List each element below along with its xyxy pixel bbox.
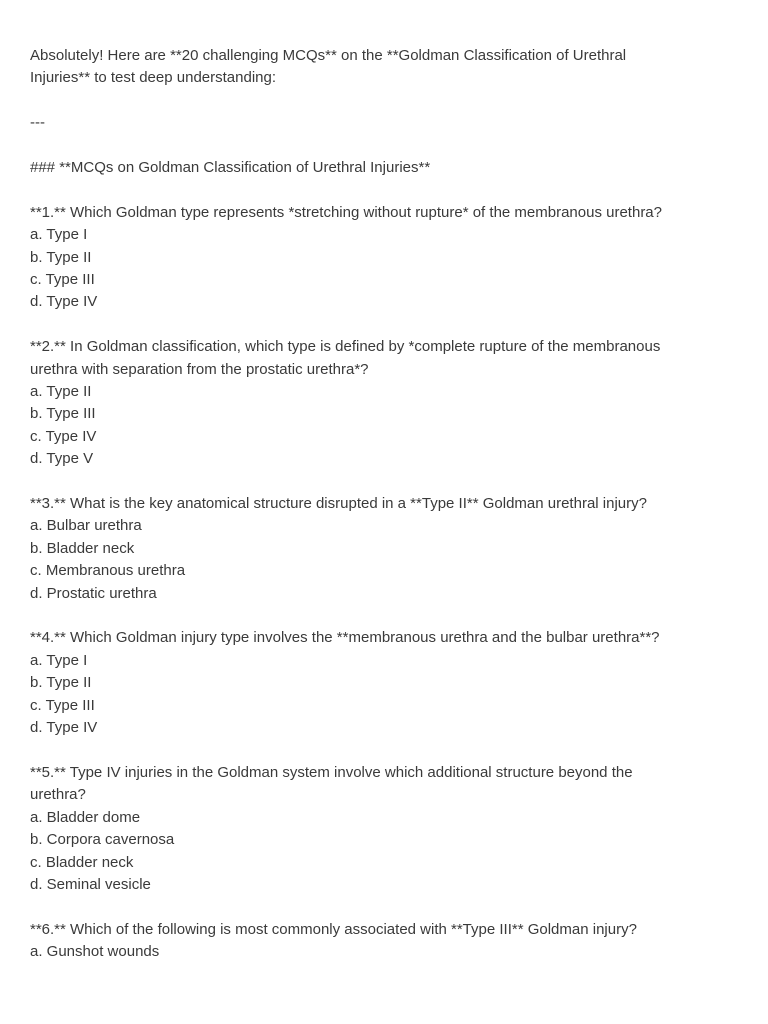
separator: --- (30, 114, 45, 132)
answer-option: c. Type IV (30, 427, 97, 445)
answer-option: a. Type I (30, 226, 88, 244)
intro-text: Injuries** to test deep understanding: (30, 69, 276, 87)
answer-option: c. Type III (30, 271, 95, 289)
answer-option: d. Seminal vesicle (30, 875, 151, 893)
question-text: **3.** What is the key anatomical structure disrupted in a **Type II** Goldman urethral injury? (30, 495, 647, 513)
question-block (30, 493, 742, 605)
answer-option: a. Bladder dome (30, 808, 141, 826)
answer-option: b. Corpora cavernosa (30, 831, 175, 849)
question-text: **5.** Type IV injuries in the Goldman system involve which additional structure beyond the (30, 763, 633, 781)
question-text: urethra with separation from the prostatic urethra*? (30, 360, 369, 378)
answer-option: d. Prostatic urethra (30, 584, 157, 602)
answer-option: c. Bladder neck (30, 853, 134, 871)
answer-option: a. Type II (30, 383, 92, 401)
question-block (30, 627, 742, 739)
question-text: urethra? (30, 786, 86, 804)
question-block (30, 202, 742, 314)
question-text: **4.** Which Goldman injury type involves the **membranous urethra and the bulbar urethra**? (30, 629, 660, 647)
answer-option: b. Type II (30, 674, 92, 692)
intro-text: Absolutely! Here are **20 challenging MCQs** on the **Goldman Classification of Urethral (30, 47, 627, 64)
question-text: **1.** Which Goldman type represents *stretching without rupture* of the membranous urethra? (30, 203, 662, 221)
answer-option: d. Type IV (30, 293, 98, 311)
answer-option: b. Type II (30, 248, 92, 266)
answer-option: d. Type V (30, 450, 94, 468)
question-text: **2.** In Goldman classification, which type is defined by *complete rupture of the membranous (30, 338, 661, 356)
answer-option: a. Bulbar urethra (30, 517, 142, 535)
answer-option: a. Type I (30, 651, 88, 669)
answer-option: d. Type IV (30, 719, 98, 737)
answer-option: a. Gunshot wounds (30, 943, 160, 961)
answer-option: c. Membranous urethra (30, 562, 186, 580)
section-heading: ### **MCQs on Goldman Classification of Urethral Injuries** (30, 159, 431, 176)
answer-option: c. Type III (30, 696, 95, 714)
answer-option: b. Type III (30, 405, 96, 423)
question-block (30, 919, 742, 964)
answer-option: b. Bladder neck (30, 539, 135, 557)
document-body (30, 45, 742, 964)
question-block (30, 762, 742, 896)
question-block (30, 336, 742, 470)
question-text: **6.** Which of the following is most commonly associated with **Type III** Goldman injury? (30, 920, 637, 938)
